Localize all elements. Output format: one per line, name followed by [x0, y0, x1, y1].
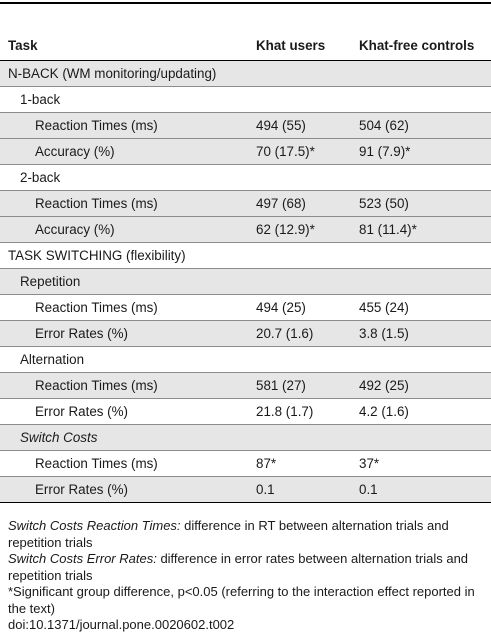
control-value — [351, 61, 491, 87]
khat-value: 20.7 (1.6) — [248, 321, 351, 347]
header-row — [0, 30, 491, 61]
khat-value: 0.1 — [248, 477, 351, 503]
khat-value — [248, 165, 351, 191]
row-label: Repetition — [0, 269, 248, 295]
note-rt — [8, 518, 488, 551]
control-value — [351, 425, 491, 451]
note-er-label: Switch Costs Error Rates: — [8, 551, 157, 566]
table-row — [0, 347, 491, 373]
table-row — [0, 61, 491, 87]
khat-value: 21.8 (1.7) — [248, 399, 351, 425]
note-rt-text: difference in RT between alternation trials and repetition trials — [8, 518, 449, 550]
table-row — [0, 399, 491, 425]
row-label: Switch Costs — [0, 425, 248, 451]
row-label: N-BACK (WM monitoring/updating) — [8, 66, 217, 81]
row-label: Accuracy (%) — [0, 217, 248, 243]
control-value — [351, 165, 491, 191]
note-significance: *Significant group difference, p<0.05 (referring to the interaction effect reported in the text) — [8, 584, 475, 616]
row-label: 1-back — [0, 87, 248, 113]
khat-value: 62 (12.9)* — [248, 217, 351, 243]
header-task: Task — [0, 30, 248, 61]
row-label: Error Rates (%) — [0, 321, 248, 347]
control-value: 3.8 (1.5) — [351, 321, 491, 347]
table-row — [0, 425, 491, 451]
control-value: 0.1 — [351, 477, 491, 503]
control-value: 37* — [351, 451, 491, 477]
control-value: 455 (24) — [351, 295, 491, 321]
khat-value: 494 (25) — [248, 295, 351, 321]
row-label: TASK SWITCHING (flexibility) — [0, 243, 248, 269]
khat-value — [248, 87, 351, 113]
table-row — [0, 373, 491, 399]
table-row — [0, 451, 491, 477]
khat-value — [248, 243, 351, 269]
control-value: 492 (25) — [351, 373, 491, 399]
khat-value — [248, 425, 351, 451]
row-label: Alternation — [0, 347, 248, 373]
khat-value: 87* — [248, 451, 351, 477]
table-row — [0, 269, 491, 295]
row-label: Reaction Times (ms) — [0, 113, 248, 139]
table-row — [0, 321, 491, 347]
khat-value — [248, 269, 351, 295]
table-row — [0, 113, 491, 139]
note-er-text: difference in error rates between alternation trials and repetition trials — [8, 551, 469, 583]
table-row — [0, 87, 491, 113]
khat-value: 497 (68) — [248, 191, 351, 217]
control-value — [351, 87, 491, 113]
khat-value: 494 (55) — [248, 113, 351, 139]
table-footnotes — [8, 518, 488, 634]
row-label: Reaction Times (ms) — [0, 373, 248, 399]
table-row — [0, 165, 491, 191]
khat-value — [248, 61, 351, 87]
header-khat-users: Khat users — [248, 30, 351, 61]
row-label: 2-back — [0, 165, 248, 191]
control-value: 91 (7.9)* — [351, 139, 491, 165]
table-row — [0, 217, 491, 243]
note-rt-label: Switch Costs Reaction Times: — [8, 518, 181, 533]
row-label: Error Rates (%) — [0, 399, 248, 425]
control-value: 4.2 (1.6) — [351, 399, 491, 425]
khat-value — [248, 347, 351, 373]
khat-value: 581 (27) — [248, 373, 351, 399]
table-row — [0, 295, 491, 321]
row-label: Error Rates (%) — [0, 477, 248, 503]
row-label: Reaction Times (ms) — [0, 191, 248, 217]
control-value: 523 (50) — [351, 191, 491, 217]
control-value — [351, 269, 491, 295]
table-row — [0, 191, 491, 217]
doi-link[interactable]: doi:10.1371/journal.pone.0020602.t002 — [8, 617, 235, 632]
row-label: Accuracy (%) — [0, 139, 248, 165]
control-value: 81 (11.4)* — [351, 217, 491, 243]
note-er — [8, 551, 488, 584]
top-rule — [0, 2, 491, 4]
header-controls: Khat-free controls — [351, 30, 491, 61]
table-row — [0, 477, 491, 503]
khat-value: 70 (17.5)* — [248, 139, 351, 165]
control-value — [351, 243, 491, 269]
row-label: Reaction Times (ms) — [0, 295, 248, 321]
table-row — [0, 243, 491, 269]
control-value — [351, 347, 491, 373]
table-row — [0, 139, 491, 165]
row-label: Reaction Times (ms) — [0, 451, 248, 477]
control-value: 504 (62) — [351, 113, 491, 139]
results-table — [0, 30, 491, 503]
